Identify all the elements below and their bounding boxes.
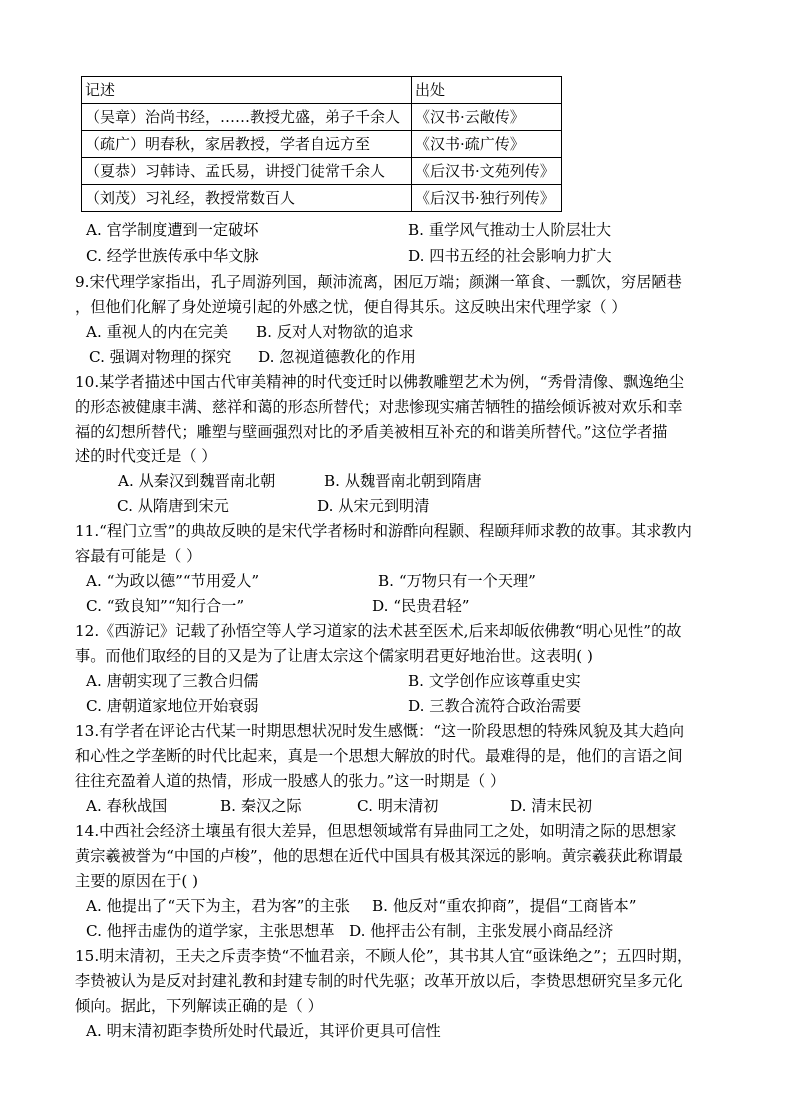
q9-option-c: C. 强调对物理的探究	[89, 348, 232, 366]
q10-stem-line3: 福的幻想所替代；雕塑与壁画强烈对比的矛盾美被相互补充的和谐美所替代。”这位学者描	[75, 423, 668, 441]
q12-option-d: D. 三教合流符合政治需要	[408, 697, 582, 715]
table-row	[82, 185, 562, 212]
q10-stem-line2: 的形态被健康丰满、慈祥和蔼的形态所替代；对悲惨现实痛苦牺牲的描绘倾诉被对欢乐和幸	[75, 398, 683, 416]
q11-option-b: B. “万物只有一个天理”	[378, 572, 536, 590]
q12-option-c: C. 唐朝道家地位开始衰弱	[86, 697, 259, 715]
q8-option-b: B. 重学风气推动士人阶层壮大	[408, 221, 612, 239]
q10-option-b: B. 从魏晋南北朝到隋唐	[324, 472, 482, 490]
q10-stem-line1: 10.某学者描述中国古代审美精神的时代变迁时以佛教雕塑艺术为例，“秀骨清像、飘逸绝尘	[75, 373, 685, 391]
q13-option-c: C. 明末清初	[357, 797, 439, 815]
q11-option-a: A. “为政以德”“节用爱人”	[86, 572, 260, 590]
q15-stem-line1: 15.明末清初，王夫之斥责李贽“不恤君亲，不顾人伦”，其书其人宜“亟诛绝之”；五四时期，	[75, 947, 693, 965]
table-cell: （刘茂）习礼经，教授常数百人	[82, 185, 412, 212]
q12-stem-line2: 事。而他们取经的目的又是为了让唐太宗这个儒家明君更好地治世。这表明( )	[75, 647, 593, 665]
q9-option-a: A. 重视人的内在完美	[86, 323, 229, 341]
table-cell: 《汉书·云敞传》	[412, 104, 562, 131]
q15-option-a: A. 明末清初距李贽所处时代最近，其评价更具可信性	[86, 1022, 441, 1040]
table-header-row	[82, 77, 562, 104]
q13-option-d: D. 清末民初	[510, 797, 593, 815]
table-cell: 《后汉书·文苑列传》	[412, 158, 562, 185]
q12-option-a: A. 唐朝实现了三教合归儒	[86, 672, 259, 690]
q13-option-a: A. 春秋战国	[86, 797, 168, 815]
q11-stem-line1: 11.“程门立雪”的典故反映的是宋代学者杨时和游酢向程颢、程颐拜师求教的故事。其求教内	[75, 522, 692, 540]
q8-option-c: C. 经学世族传承中华文脉	[86, 247, 259, 265]
table-row	[82, 131, 562, 158]
q8-option-a: A. 官学制度遭到一定破坏	[86, 221, 259, 239]
q12-option-b: B. 文学创作应该尊重史实	[408, 672, 581, 690]
q10-option-c: C. 从隋唐到宋元	[117, 497, 229, 515]
q9-option-b: B. 反对人对物欲的追求	[256, 323, 414, 341]
q10-option-d: D. 从宋元到明清	[317, 497, 430, 515]
table-header-source: 出处	[412, 77, 562, 104]
table-row	[82, 158, 562, 185]
q14-stem-line2: 黄宗羲被誉为“中国的卢梭”，他的思想在近代中国具有极其深远的影响。黄宗羲获此称谓最	[75, 847, 683, 865]
table-cell: （疏广）明春秋，家居教授，学者自远方至	[82, 131, 412, 158]
source-table	[81, 76, 562, 212]
q11-option-c: C. “致良知”“知行合一”	[86, 597, 245, 615]
table-cell: （吴章）治尚书经，……教授尤盛，弟子千余人	[82, 104, 412, 131]
table-cell: （夏恭）习韩诗、孟氏易，讲授门徒常千余人	[82, 158, 412, 185]
q8-option-d: D. 四书五经的社会影响力扩大	[408, 247, 612, 265]
q13-option-b: B. 秦汉之际	[220, 797, 302, 815]
q9-stem-line2: ，但他们化解了身处逆境引起的外感之忧，便自得其乐。这反映出宋代理学家（ ）	[75, 298, 627, 316]
q15-stem-line2: 李贽被认为是反对封建礼教和封建专制的时代先驱；改革开放以后，李贽思想研究呈多元化	[75, 972, 683, 990]
table-cell: 《汉书·疏广传》	[412, 131, 562, 158]
q9-option-d: D. 忽视道德教化的作用	[258, 348, 416, 366]
q10-stem-line4: 述的时代变迁是（ ）	[75, 447, 217, 465]
q15-stem-line3: 倾向。据此，下列解读正确的是（ ）	[75, 997, 323, 1015]
q12-stem-line1: 12.《西游记》记载了孙悟空等人学习道家的法术甚至医术,后来却皈依佛教“明心见性”的故	[75, 622, 682, 640]
q14-option-b: B. 他反对“重农抑商”，提倡“工商皆本”	[372, 897, 637, 915]
q14-option-a: A. 他提出了“天下为主，君为客”的主张	[86, 897, 350, 915]
q11-option-d: D. “民贵君轻”	[372, 597, 470, 615]
q14-option-c: C. 他抨击虚伪的道学家，主张思想革	[86, 922, 335, 940]
table-header-record: 记述	[82, 77, 412, 104]
q10-option-a: A. 从秦汉到魏晋南北朝	[118, 472, 276, 490]
table-cell: 《后汉书·独行列传》	[412, 185, 562, 212]
q13-stem-line3: 往往充盈着人道的热情，形成一股感人的张力。”这一时期是（ ）	[75, 772, 506, 790]
q11-stem-line2: 容最有可能是（ ）	[75, 547, 202, 565]
q13-stem-line2: 和心性之学垄断的时代比起来，真是一个思想大解放的时代。最难得的是，他们的言语之间	[75, 747, 683, 765]
q14-stem-line1: 14.中西社会经济土壤虽有很大差异，但思想领域常有异曲同工之处，如明清之际的思想家	[75, 822, 677, 840]
q13-stem-line1: 13.有学者在评论古代某一时期思想状况时发生感慨：“这一阶段思想的特殊风貌及其大趋向	[75, 722, 685, 740]
q9-stem-line1: 9.宋代理学家指出，孔子周游列国，颠沛流离，困厄万端；颜渊一箪食、一瓢饮，穷居陋巷	[75, 273, 682, 291]
q14-option-d: D. 他抨击公有制，主张发展小商品经济	[349, 922, 614, 940]
q14-stem-line3: 主要的原因在于( )	[75, 872, 198, 890]
table-row	[82, 104, 562, 131]
